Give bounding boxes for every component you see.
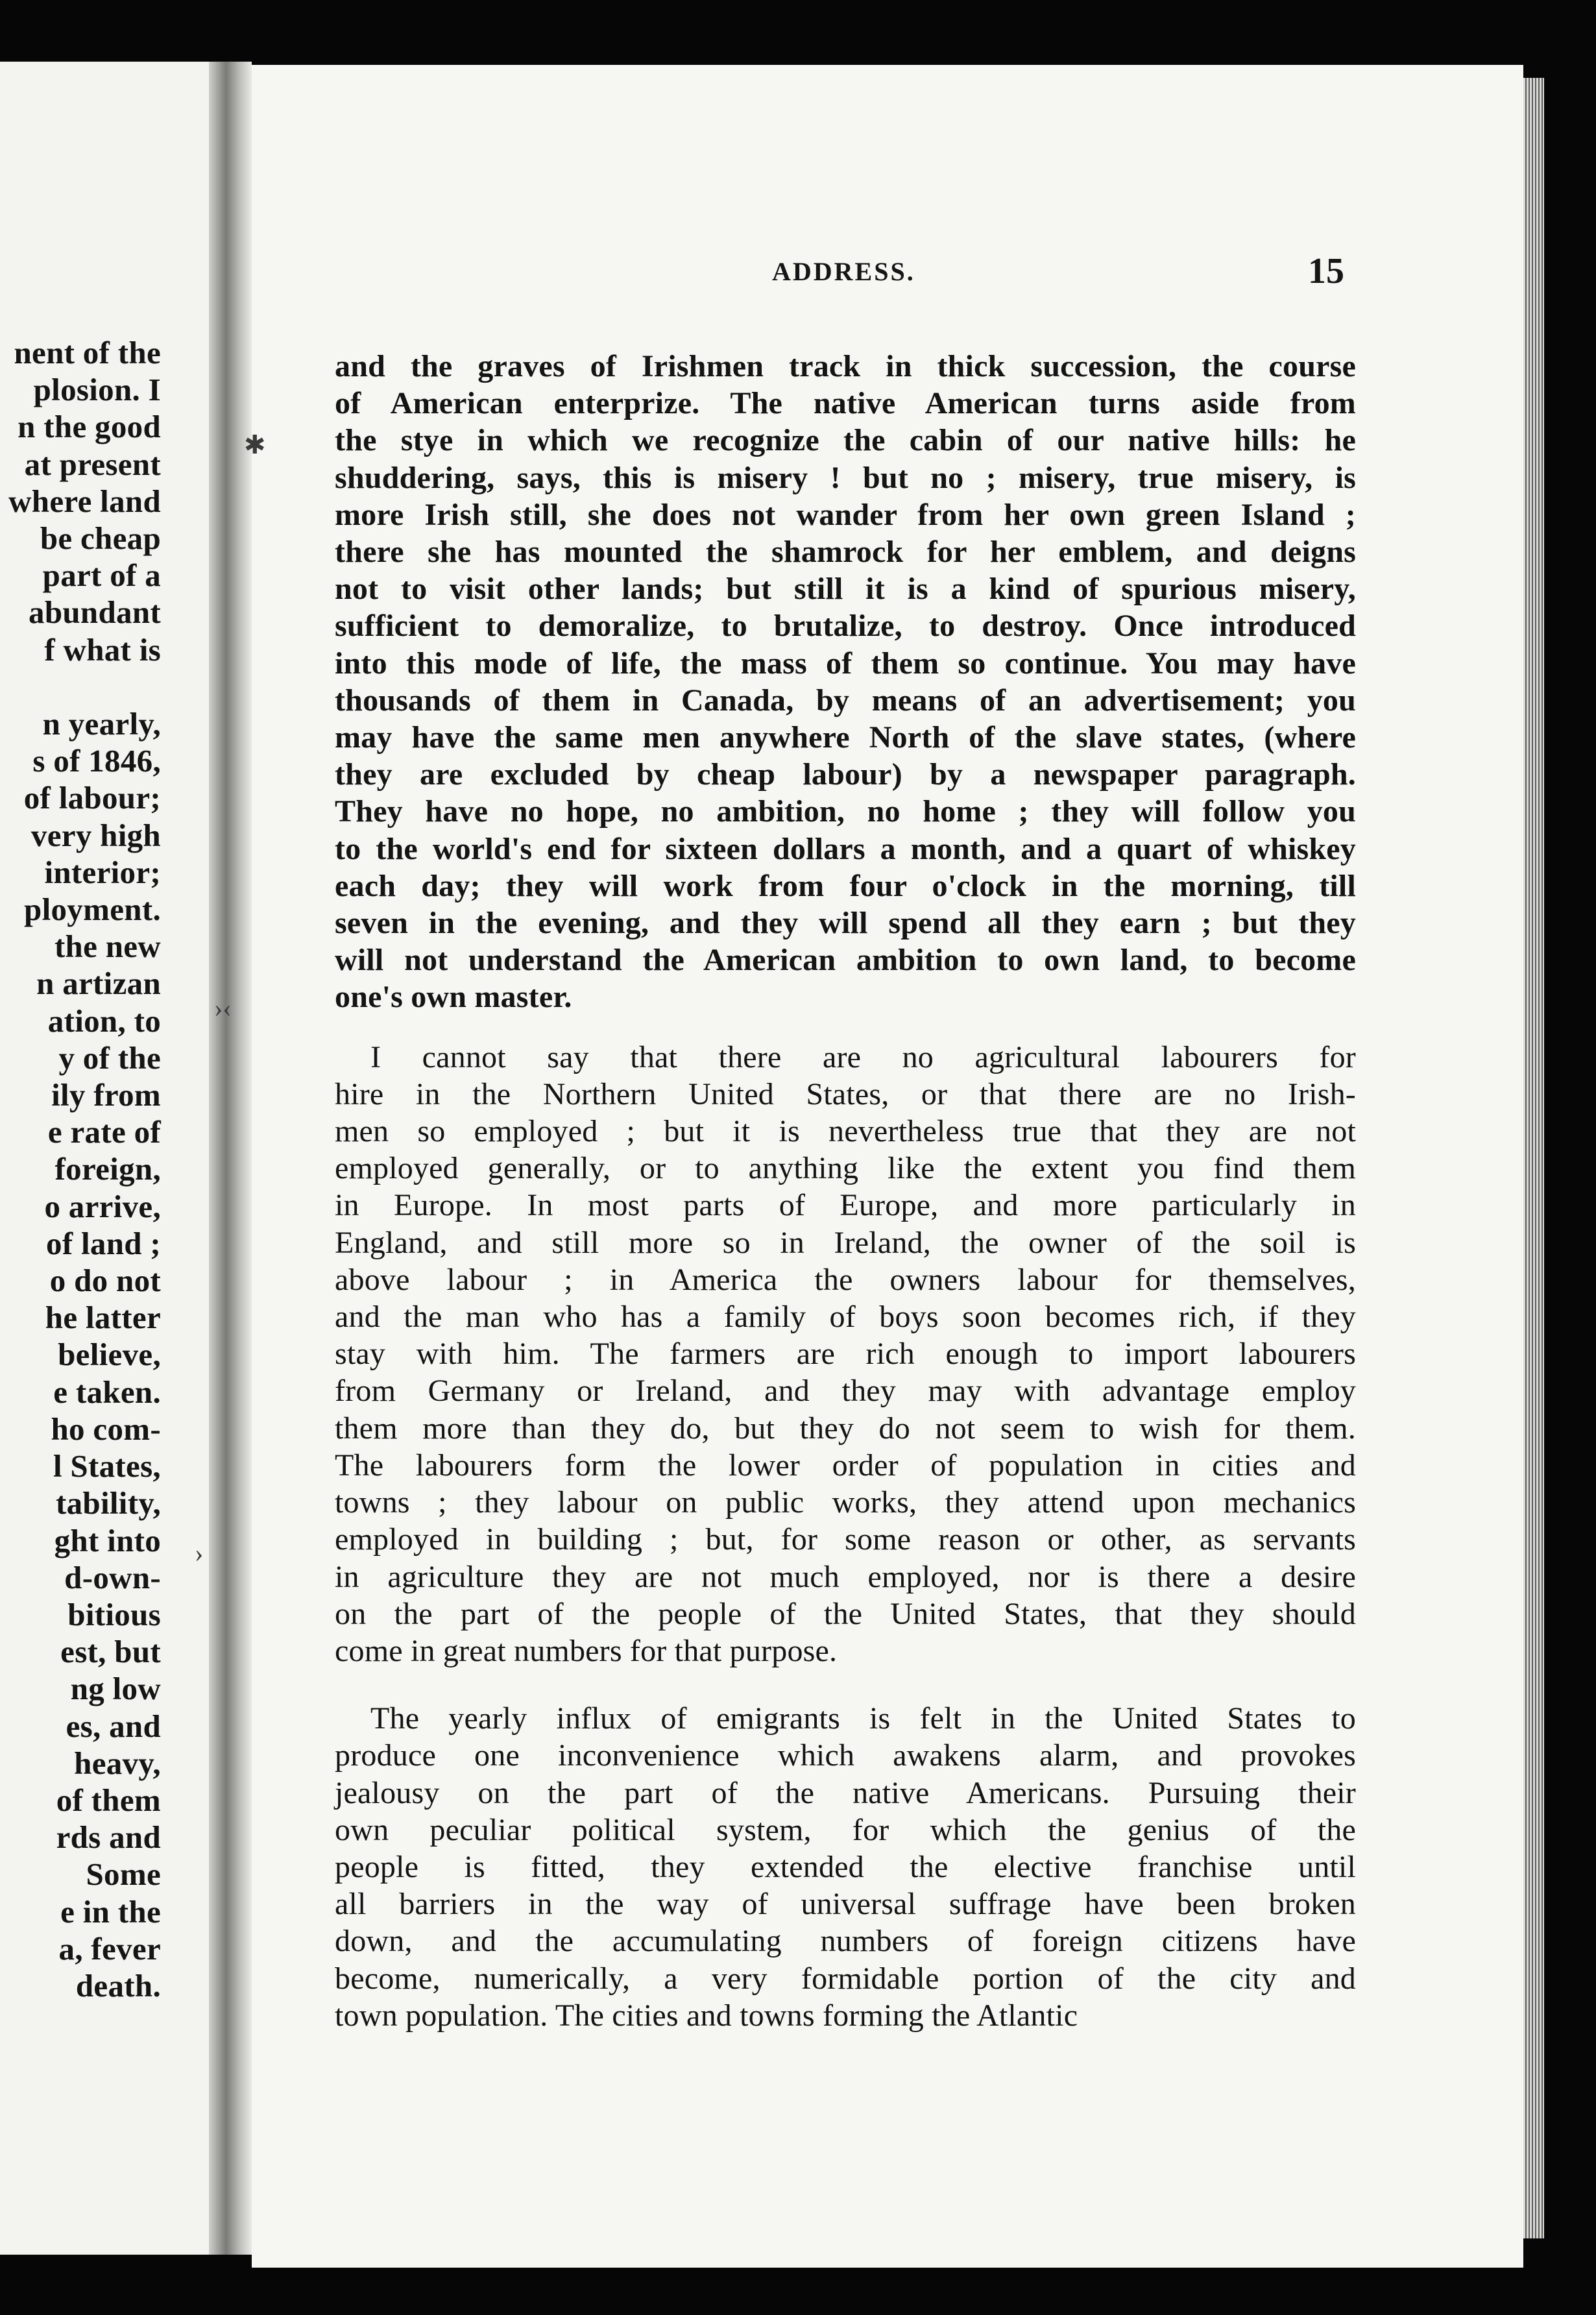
left-page-line: l States,: [53, 1448, 161, 1485]
text-line: into this mode of life, the mass of them so continue. You may have: [335, 646, 1356, 681]
left-page-line: Some: [86, 1856, 161, 1893]
left-page-line: tability,: [56, 1485, 161, 1521]
text-line: thousands of them in Canada, by means of an advertisement; you: [335, 683, 1356, 718]
left-page-line: n artizan: [36, 965, 161, 1002]
left-page-line: s of 1846,: [32, 743, 161, 779]
text-line: of American enterprize. The native American turns aside from: [335, 386, 1356, 421]
left-page-line: est, but: [60, 1634, 161, 1670]
left-page-line: [8, 668, 161, 705]
left-page-line: believe,: [58, 1337, 161, 1373]
text-line: come in great numbers for that purpose.: [335, 1633, 838, 1668]
text-line: the stye in which we recognize the cabin of our native hills: he: [335, 423, 1356, 458]
left-page-line: where land: [8, 483, 161, 519]
text-line: employed in building ; but, for some reason or other, as servants: [335, 1522, 1356, 1557]
text-line: all barriers in the way of universal suffrage have been broken: [335, 1887, 1356, 1922]
left-page-line: ployment.: [24, 891, 161, 928]
text-line: from Germany or Ireland, and they may with advantage employ: [335, 1374, 1356, 1409]
left-page-line: ho com-: [51, 1411, 161, 1447]
left-page-fragment: [0, 62, 209, 2255]
left-page-line: he latter: [45, 1300, 161, 1336]
left-page-line: ation, to: [47, 1002, 161, 1039]
text-line: will not understand the American ambition to own land, to become: [335, 943, 1356, 978]
left-page-line: of them: [56, 1782, 161, 1818]
margin-mark: ✱: [244, 430, 266, 459]
left-page-line: f what is: [44, 631, 161, 668]
text-line: more Irish still, she does not wander from her own green Island ;: [335, 497, 1356, 532]
left-page-line: ily from: [51, 1077, 161, 1113]
text-line: town population. The cities and towns forming the Atlantic: [335, 1998, 1078, 2033]
text-line: employed generally, or to anything like the extent you find them: [335, 1151, 1356, 1186]
text-line: hire in the Northern United States, or that there are no Irish-: [335, 1076, 1356, 1111]
text-line: on the part of the people of the United States, that they should: [335, 1596, 1356, 1631]
left-page-line: of labour;: [23, 780, 161, 816]
text-line: men so employed ; but it is nevertheless true that they are not: [335, 1114, 1356, 1149]
text-line: They have no hope, no ambition, no home ; they will follow you: [335, 794, 1356, 829]
left-page-line: very high: [30, 817, 161, 853]
body-text: [335, 348, 1356, 2034]
text-line: sufficient to demoralize, to brutalize, to destroy. Once introduced: [335, 609, 1356, 644]
text-line: each day; they will work from four o'clock in the morning, till: [335, 868, 1356, 903]
left-page-line: heavy,: [74, 1745, 161, 1781]
text-line: to the world's end for sixteen dollars a month, and a quart of whiskey: [335, 831, 1356, 866]
left-page-line: e taken.: [53, 1374, 161, 1410]
left-page-line: o arrive,: [44, 1188, 161, 1224]
left-page-line: e in the: [60, 1893, 161, 1930]
left-page-line: o do not: [49, 1263, 161, 1299]
paragraph-1: [335, 348, 1356, 1016]
text-line: they are excluded by cheap labour) by a newspaper paragraph.: [335, 757, 1356, 792]
text-line: England, and still more so in Ireland, the owner of the soil is: [335, 1225, 1356, 1260]
left-page-text: [8, 334, 161, 2004]
margin-mark: ›‹: [214, 993, 232, 1023]
left-page-line: es, and: [66, 1708, 161, 1744]
left-page-line: ght into: [54, 1522, 161, 1558]
left-page-line: the new: [54, 928, 161, 965]
text-line: may have the same men anywhere North of the slave states, (where: [335, 720, 1356, 755]
text-line: them more than they do, but they do not seem to wish for them.: [335, 1411, 1356, 1446]
left-page-line: ng low: [70, 1671, 161, 1707]
text-line: people is fitted, they extended the elective franchise until: [335, 1849, 1356, 1884]
text-line: jealousy on the part of the native Americans. Pursuing their: [335, 1775, 1356, 1810]
text-line: and the man who has a family of boys soon becomes rich, if they: [335, 1300, 1356, 1335]
left-page-line: y of the: [58, 1039, 161, 1076]
left-page-line: be cheap: [40, 520, 161, 557]
left-page-line: d-own-: [64, 1559, 161, 1595]
left-page-line: foreign,: [54, 1151, 161, 1187]
text-line: towns ; they labour on public works, they attend upon mechanics: [335, 1485, 1356, 1520]
left-page-line: bitious: [67, 1596, 161, 1632]
text-line: The yearly influx of emigrants is felt in the United States to: [370, 1701, 1356, 1736]
paragraph-2: [335, 1039, 1356, 1669]
text-line: The labourers form the lower order of population in cities and: [335, 1448, 1356, 1483]
text-line: become, numerically, a very formidable portion of the city and: [335, 1961, 1356, 1996]
text-line: I cannot say that there are no agricultural labourers for: [370, 1039, 1356, 1074]
left-page-line: rds and: [56, 1819, 161, 1856]
text-line: own peculiar political system, for which the genius of the: [335, 1812, 1356, 1847]
margin-mark: ›: [195, 1538, 204, 1568]
text-line: shuddering, says, this is misery ! but no ; misery, true misery, is: [335, 460, 1356, 495]
paragraph-3: [335, 1700, 1356, 2034]
text-line: seven in the evening, and they will spend all they earn ; but they: [335, 906, 1356, 941]
text-line: in Europe. In most parts of Europe, and more particularly in: [335, 1188, 1356, 1223]
left-page-line: interior;: [44, 854, 161, 890]
left-page-line: at present: [24, 446, 161, 482]
text-line: not to visit other lands; but still it is a kind of spurious misery,: [335, 572, 1356, 607]
text-line: above labour ; in America the owners labour for themselves,: [335, 1262, 1356, 1297]
left-page-line: nent of the: [14, 335, 161, 370]
left-page-line: e rate of: [47, 1114, 161, 1150]
text-line: one's own master.: [335, 980, 572, 1015]
text-line: in agriculture they are not much employed, nor is there a desire: [335, 1559, 1356, 1594]
left-page-line: of land ;: [46, 1225, 161, 1261]
left-page-line: part of a: [42, 557, 161, 594]
left-page-line: n the good: [18, 409, 161, 445]
left-page-line: death.: [75, 1967, 161, 2004]
text-line: stay with him. The farmers are rich enough to import labourers: [335, 1337, 1356, 1372]
text-line: there she has mounted the shamrock for her emblem, and deigns: [335, 535, 1356, 570]
text-line: and the graves of Irishmen track in thick succession, the course: [335, 349, 1356, 383]
left-page-line: n yearly,: [42, 706, 161, 742]
page-edges: [1523, 78, 1544, 2238]
text-line: produce one inconvenience which awakens alarm, and provokes: [335, 1738, 1356, 1773]
left-page-line: abundant: [29, 594, 161, 631]
left-page-line: plosion. I: [33, 372, 161, 408]
text-line: down, and the accumulating numbers of foreign citizens have: [335, 1924, 1356, 1959]
book-gutter: [209, 62, 252, 2255]
left-page-line: a, fever: [58, 1930, 161, 1967]
running-head: ADDRESS.: [772, 257, 915, 286]
page-number: 15: [1308, 251, 1344, 291]
